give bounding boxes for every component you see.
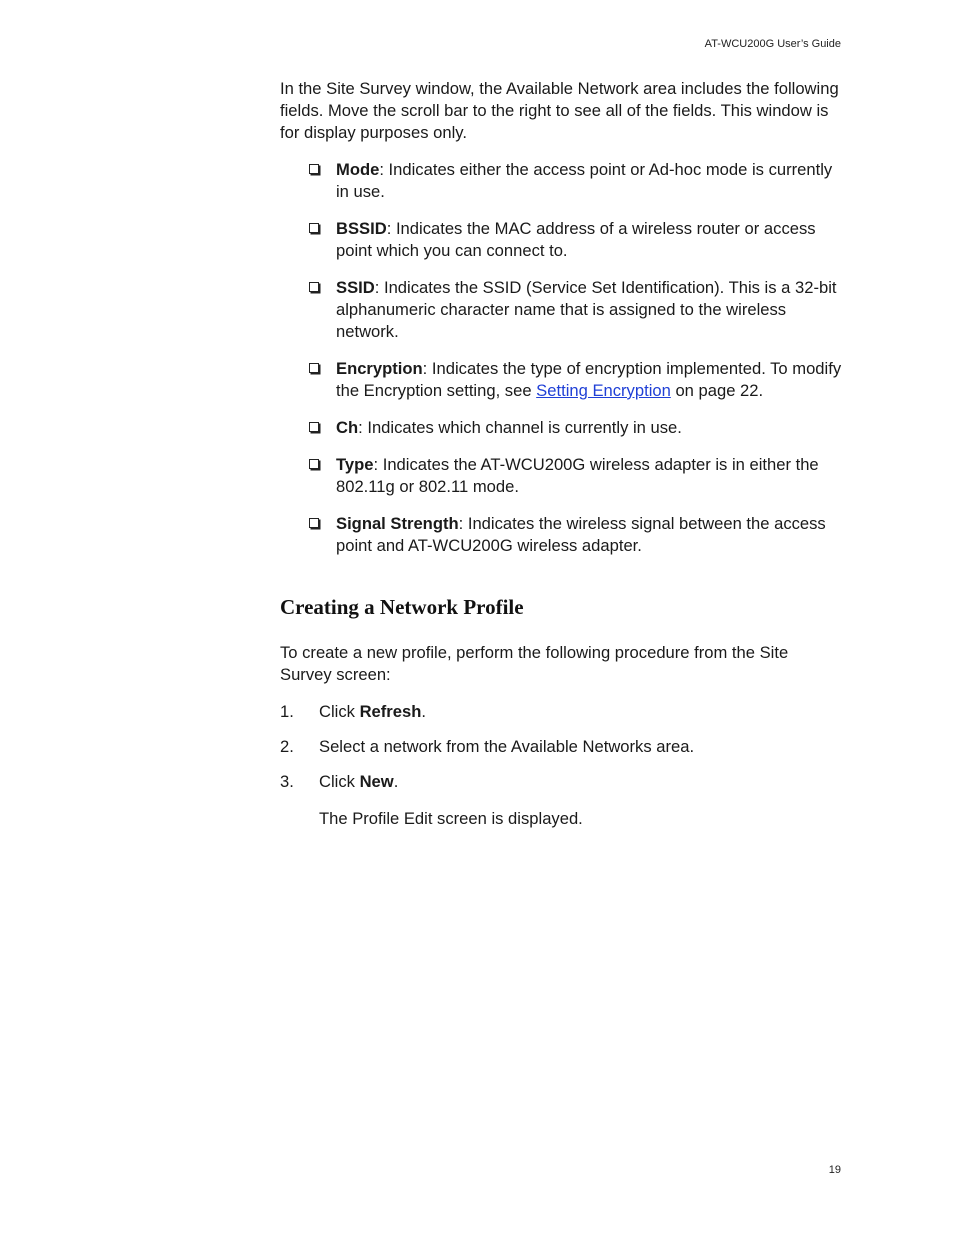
- field-description: : Indicates the MAC address of a wireless router or access point which you can connect to.: [336, 219, 816, 260]
- section-heading: Creating a Network Profile: [280, 595, 524, 619]
- field-description: : Indicates either the access point or Ad-hoc mode is currently in use.: [336, 160, 833, 201]
- field-term: SSID: [336, 278, 375, 297]
- step-number: 3.: [280, 772, 294, 791]
- field-description: : Indicates the wireless signal between the access point and AT-WCU200G wireless adapter.: [336, 514, 826, 555]
- procedure-intro: To create a new profile, perform the following procedure from the Site Survey screen:: [280, 643, 789, 684]
- step-text-after: .: [393, 772, 399, 791]
- page-content: [280, 78, 844, 830]
- checkbox-bullet-icon: [309, 363, 319, 373]
- field-term: Signal Strength: [336, 514, 459, 533]
- step-item: [280, 736, 844, 758]
- list-item: [308, 454, 844, 498]
- setting-encryption-link[interactable]: Setting Encryption: [536, 381, 671, 400]
- field-term: Type: [336, 455, 374, 474]
- checkbox-bullet-icon: [309, 518, 319, 528]
- field-description: : Indicates which channel is currently in use.: [358, 418, 682, 437]
- step-bold-term: New: [359, 772, 394, 791]
- field-description: : Indicates the type of encryption implemented. To modify the Encryption setting, see: [336, 359, 842, 400]
- list-item: [308, 513, 844, 557]
- step-text: Click: [319, 772, 360, 791]
- step-result: The Profile Edit screen is displayed.: [319, 809, 583, 828]
- step-number: 2.: [280, 737, 294, 756]
- field-term: Mode: [336, 160, 380, 179]
- checkbox-bullet-icon: [309, 223, 319, 233]
- field-description: : Indicates the AT-WCU200G wireless adapter is in either the 802.11g or 802.11 mode.: [336, 455, 819, 496]
- step-number: 1.: [280, 702, 294, 721]
- field-description-after: on page 22.: [670, 381, 764, 400]
- list-item: [308, 159, 844, 203]
- checkbox-bullet-icon: [309, 422, 319, 432]
- list-item: [308, 358, 844, 402]
- step-text: Select a network from the Available Networks area.: [319, 737, 695, 756]
- list-item: [308, 417, 844, 439]
- field-term: Ch: [336, 418, 359, 437]
- step-text-after: .: [421, 702, 426, 721]
- field-term: Encryption: [336, 359, 423, 378]
- intro-paragraph: In the Site Survey window, the Available Network area includes the following fields. Move the scroll bar to the right to see all of the fields. This window is for display purposes only.: [280, 79, 839, 142]
- list-item: [308, 277, 844, 343]
- step-text: Click: [319, 702, 360, 721]
- page-number: 19: [828, 1164, 841, 1176]
- step-item: [280, 701, 844, 723]
- list-item: [308, 218, 844, 262]
- field-term: BSSID: [336, 219, 387, 238]
- step-bold-term: Refresh: [359, 702, 422, 721]
- running-header: AT-WCU200G User’s Guide: [704, 38, 841, 50]
- field-list: [280, 159, 844, 557]
- procedure-steps: [280, 701, 844, 793]
- checkbox-bullet-icon: [309, 459, 319, 469]
- checkbox-bullet-icon: [309, 164, 319, 174]
- step-item: [280, 771, 844, 793]
- checkbox-bullet-icon: [309, 282, 319, 292]
- field-description: : Indicates the SSID (Service Set Identification). This is a 32-bit alphanumeric character name that is assigned to the wireless network.: [336, 278, 837, 341]
